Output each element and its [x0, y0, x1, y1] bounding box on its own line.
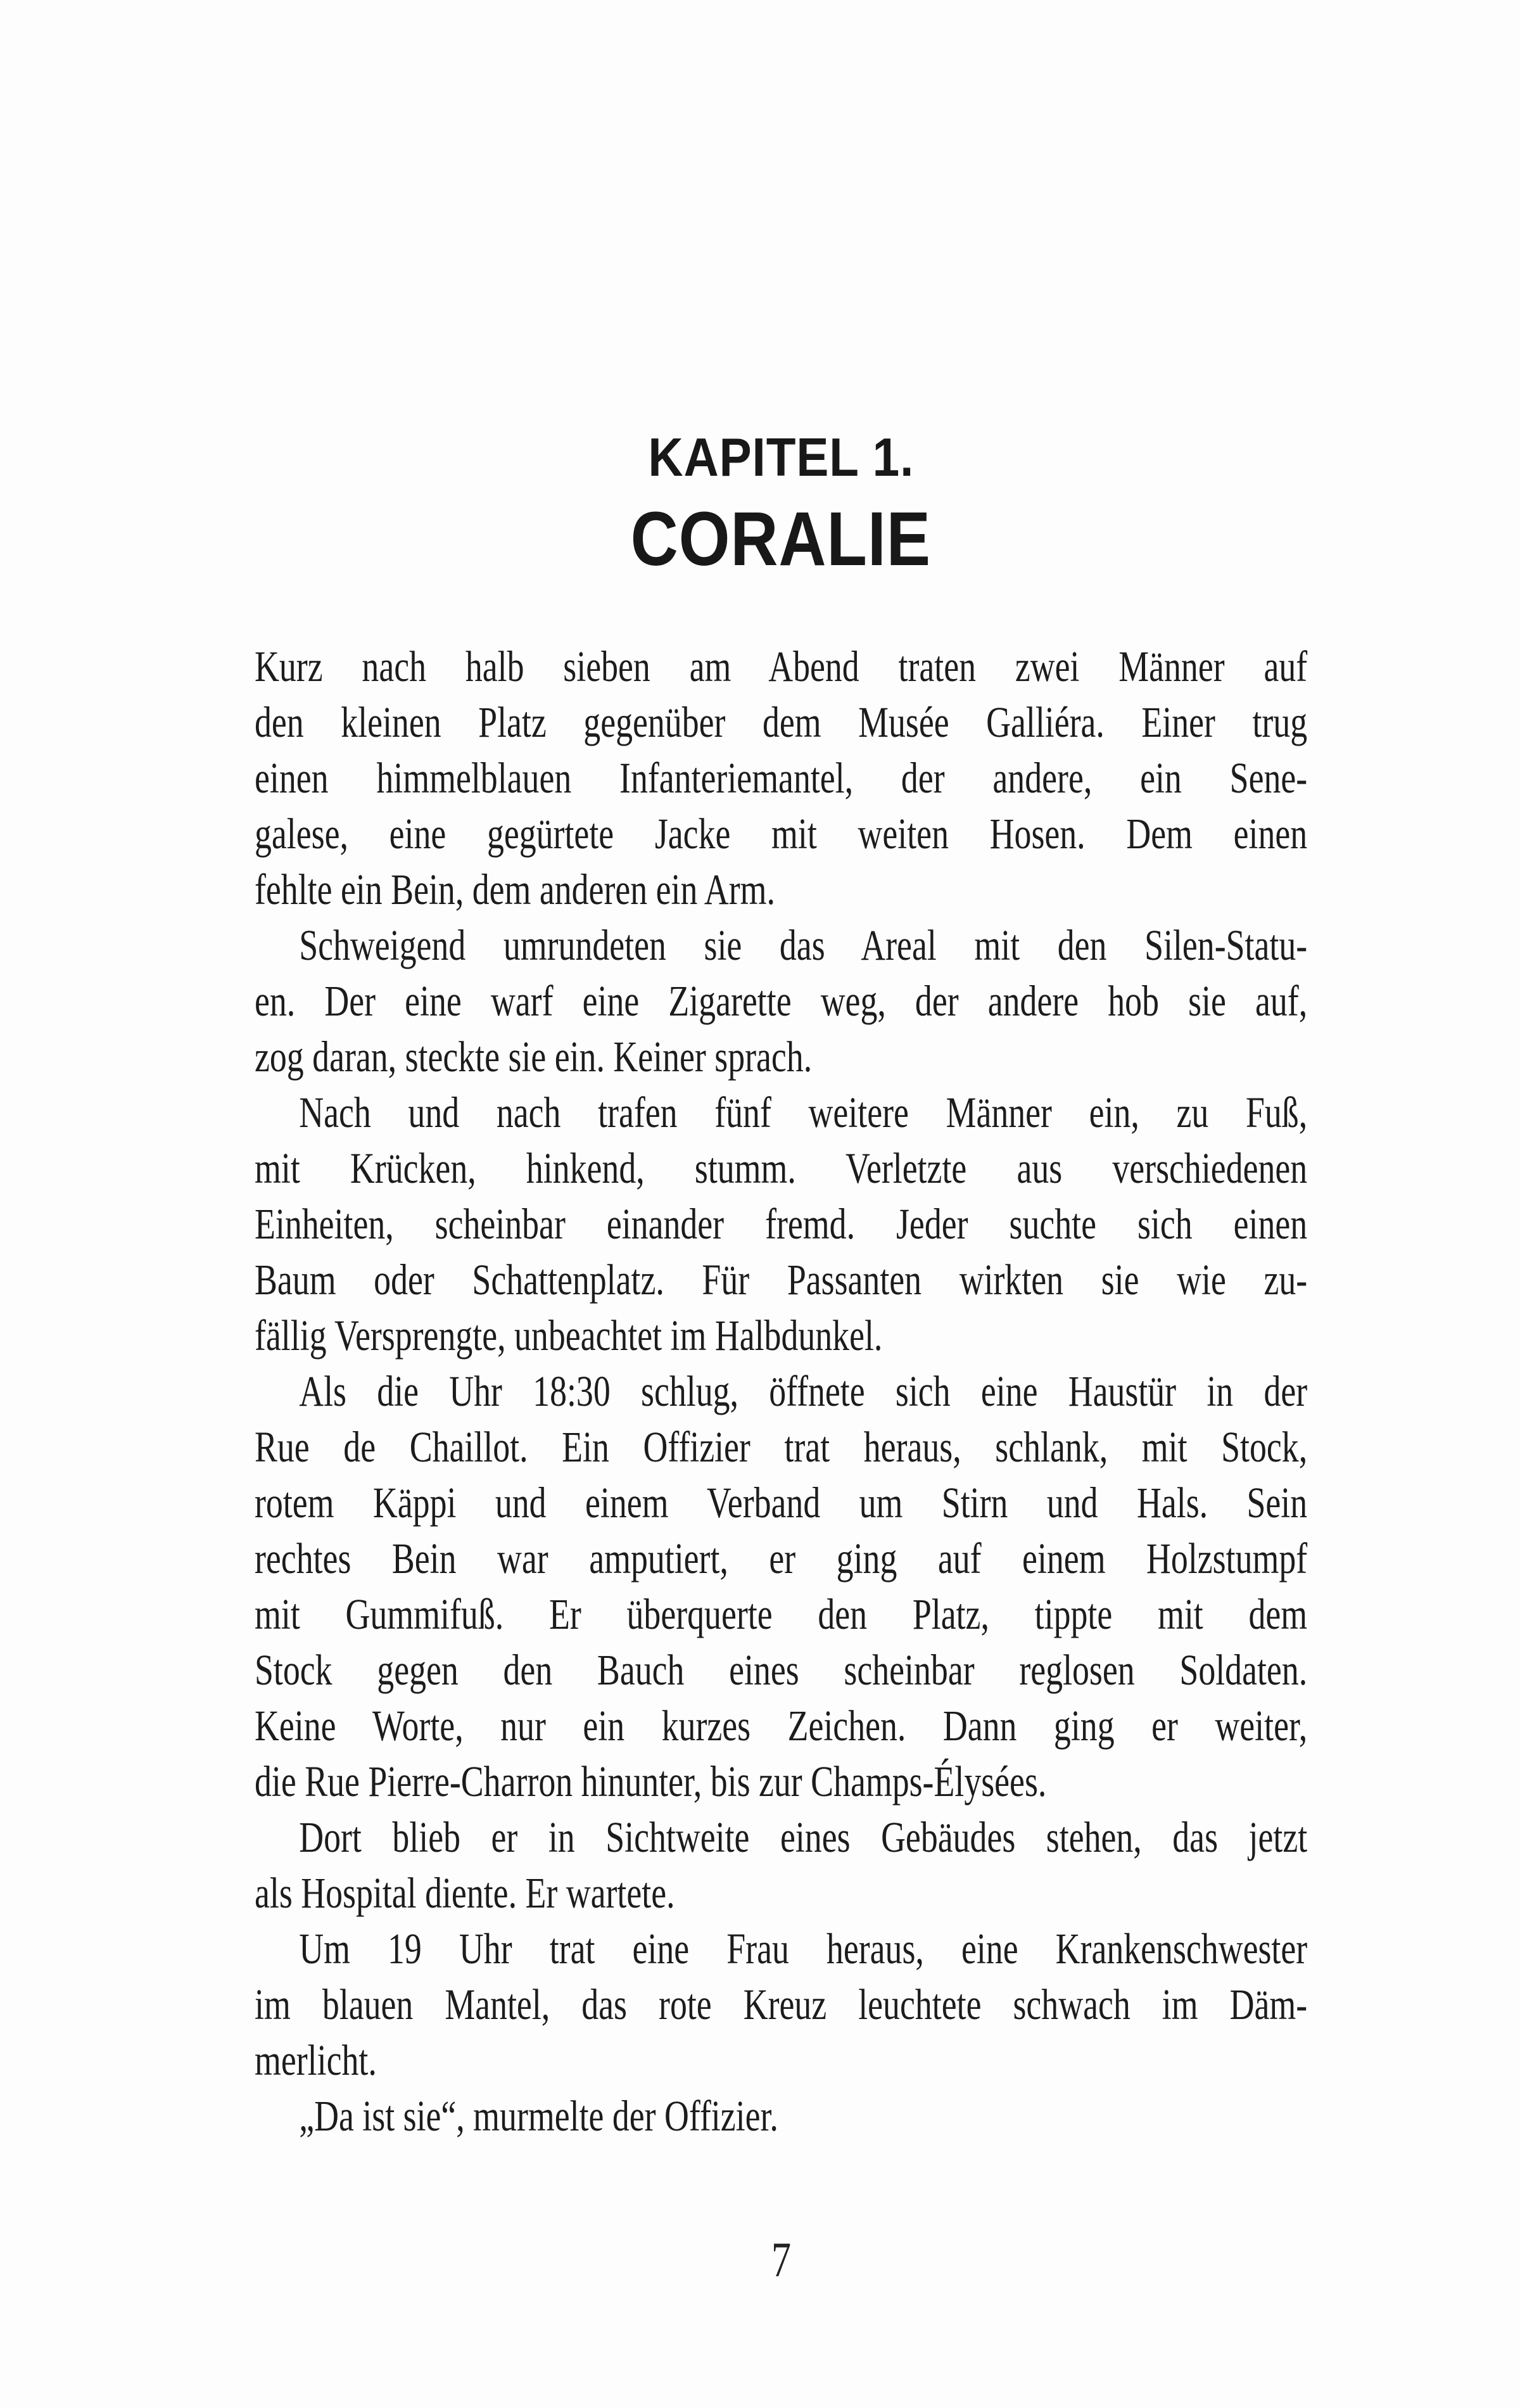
text-line: Um 19 Uhr trat eine Frau heraus, eine Krankenschwester — [299, 1925, 1308, 1973]
text-line: en. Der eine warf eine Zigarette weg, der andere hob sie auf, — [255, 977, 1308, 1025]
text-line: rotem Käppi und einem Verband um Stirn und Hals. Sein — [255, 1479, 1308, 1527]
chapter-title-text: CORALIE — [630, 495, 932, 582]
paragraph — [255, 2088, 1307, 2144]
text-line: merlicht. — [255, 2036, 377, 2084]
paragraph — [255, 1921, 1307, 2088]
text-line: Dort blieb er in Sichtweite eines Gebäudes stehen, das jetzt — [299, 1813, 1308, 1861]
text-line: Nach und nach trafen fünf weitere Männer ein, zu Fuß, — [299, 1088, 1308, 1137]
text-line: zog daran, steckte sie ein. Keiner sprach. — [255, 1033, 813, 1081]
text-line: mit Krücken, hinkend, stumm. Verletzte aus verschiedenen — [255, 1144, 1308, 1192]
paragraph — [255, 917, 1307, 1085]
text-line: „Da ist sie“, murmelte der Offizier. — [299, 2092, 778, 2140]
text-line: galese, eine gegürtete Jacke mit weiten Hosen. Dem einen — [255, 810, 1308, 858]
text-line: mit Gummifuß. Er überquerte den Platz, tippte mit dem — [255, 1590, 1308, 1638]
paragraph — [255, 1085, 1307, 1363]
chapter-label — [255, 428, 1307, 488]
page-number-text: 7 — [771, 2232, 791, 2287]
text-line: fällig Versprengte, unbeachtet im Halbdunkel. — [255, 1311, 883, 1360]
paragraph — [255, 1363, 1307, 1809]
text-line: im blauen Mantel, das rote Kreuz leuchtete schwach im Däm- — [255, 1980, 1308, 2029]
text-line: Einheiten, scheinbar einander fremd. Jeder suchte sich einen — [255, 1200, 1308, 1248]
text-line: den kleinen Platz gegenüber dem Musée Galliéra. Einer trug — [255, 698, 1308, 746]
chapter-title — [255, 495, 1307, 582]
body-text — [255, 639, 1307, 2144]
text-line: als Hospital diente. Er wartete. — [255, 1869, 675, 1917]
chapter-label-text: KAPITEL 1. — [648, 428, 914, 488]
text-line: Kurz nach halb sieben am Abend traten zwei Männer auf — [255, 642, 1308, 691]
text-line: Stock gegen den Bauch eines scheinbar reglosen Soldaten. — [255, 1646, 1308, 1694]
text-line: Rue de Chaillot. Ein Offizier trat heraus, schlank, mit Stock, — [255, 1423, 1308, 1471]
text-line: Als die Uhr 18:30 schlug, öffnete sich eine Haustür in der — [299, 1367, 1308, 1415]
page-number — [255, 2232, 1307, 2287]
paragraph — [255, 1809, 1307, 1921]
text-line: die Rue Pierre-Charron hinunter, bis zur Champs-Élysées. — [255, 1757, 1047, 1806]
text-line: Baum oder Schattenplatz. Für Passanten wirkten sie wie zu- — [255, 1256, 1308, 1304]
text-line: rechtes Bein war amputiert, er ging auf einem Holzstumpf — [255, 1534, 1308, 1583]
paragraph — [255, 639, 1307, 917]
text-line: Schweigend umrundeten sie das Areal mit den Silen-Statu- — [299, 921, 1308, 969]
text-line: einen himmelblauen Infanteriemantel, der andere, ein Sene- — [255, 754, 1308, 802]
text-line: Keine Worte, nur ein kurzes Zeichen. Dann ging er weiter, — [255, 1702, 1308, 1750]
text-line: fehlte ein Bein, dem anderen ein Arm. — [255, 865, 775, 914]
